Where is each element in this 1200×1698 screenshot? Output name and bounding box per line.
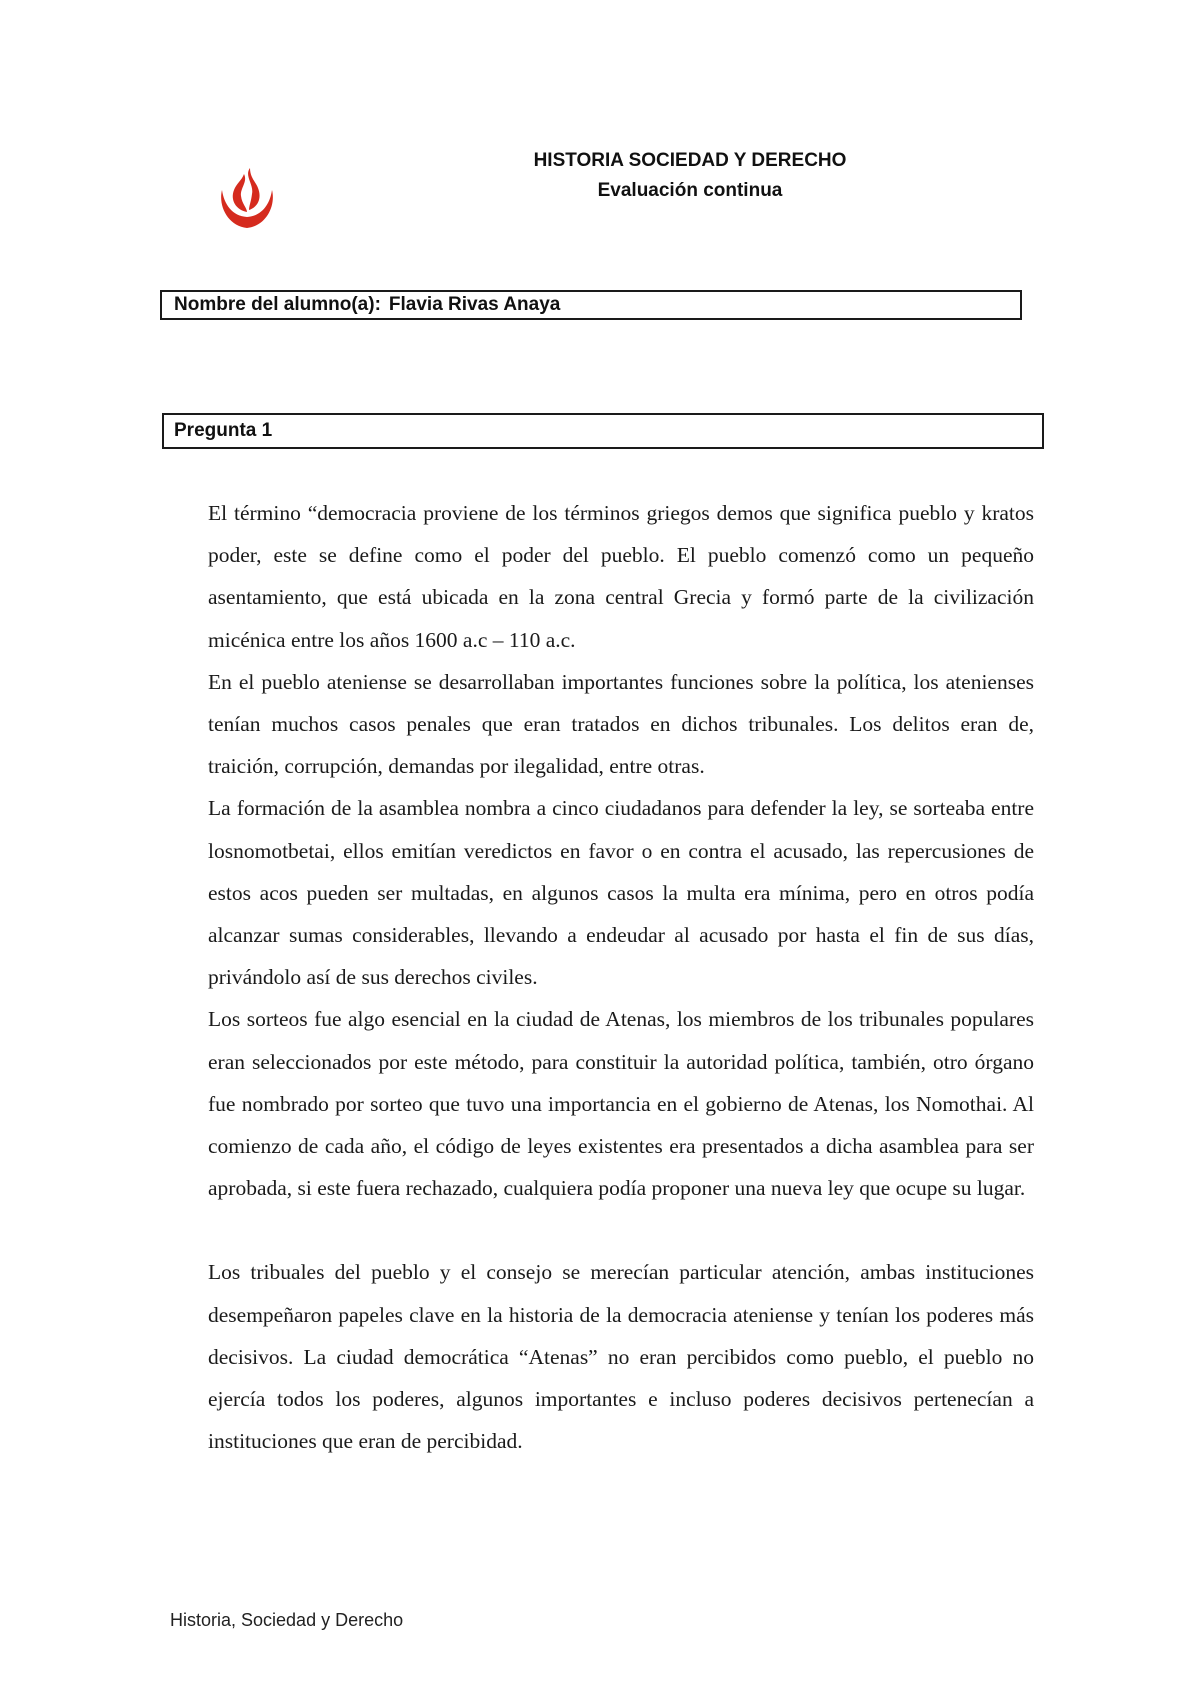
upc-flame-logo-icon	[214, 160, 280, 232]
student-name-box	[160, 290, 1022, 320]
document-subtitle: Evaluación continua	[597, 180, 783, 201]
answer-paragraph: La formación de la asamblea nombra a cinco ciudadanos para defender la ley, se sorteaba entre losnomotbetai, ellos emitían veredictos en favor o en contra el acusado, las repercusiones de estos acos pueden ser multadas, en algunos casos la multa era mínima, pero en otros podía alcanzar sumas considerables, llevando a endeudar al acusado por hasta el fin de sus días, privándolo así de sus derechos civiles.	[208, 796, 1034, 990]
page-footer: Historia, Sociedad y Derecho	[170, 1610, 404, 1630]
student-name-label: Nombre del alumno(a):	[174, 294, 381, 315]
question-label: Pregunta 1	[174, 420, 273, 441]
answer-paragraph: Los sorteos fue algo esencial en la ciudad de Atenas, los miembros de los tribunales populares eran seleccionados por este método, para constituir la autoridad política, también, otro órgano fue nombrado por sorteo que tuvo una importancia en el gobierno de Atenas, los Nomothai. Al comienzo de cada año, el código de leyes existentes era presentados a dicha asamblea para ser aprobada, si este fuera rechazado, cualquiera podía proponer una nueva ley que ocupe su lugar.	[208, 1007, 1034, 1201]
answer-body	[208, 492, 1034, 1462]
answer-paragraph: En el pueblo ateniense se desarrollaban importantes funciones sobre la política, los atenienses tenían muchos casos penales que eran tratados en dichos tribunales. Los delitos eran de, traición, corrupción, demandas por ilegalidad, entre otras.	[208, 669, 1034, 779]
document-header	[420, 146, 960, 206]
student-name-value: Flavia Rivas Anaya	[388, 294, 561, 315]
answer-paragraph: El término “democracia proviene de los términos griegos demos que significa pueblo y kratos poder, este se define como el poder del pueblo. El pueblo comenzó como un pequeño asentamiento, que está ubicada en la zona central Grecia y formó parte de la civilización micénica entre los años 1600 a.c – 110 a.c.	[208, 501, 1034, 652]
document-title: HISTORIA SOCIEDAD Y DERECHO	[533, 150, 847, 171]
answer-paragraph: Los tribuales del pueblo y el consejo se merecían particular atención, ambas instituciones desempeñaron papeles clave en la historia de la democracia ateniense y tenían los poderes más decisivos. La ciudad democrática “Atenas” no eran percibidos como pueblo, el pueblo no ejercía todos los poderes, algunos importantes e incluso poderes decisivos pertenecían a instituciones que eran de percibidad.	[208, 1260, 1034, 1454]
question-heading-box	[162, 413, 1044, 449]
